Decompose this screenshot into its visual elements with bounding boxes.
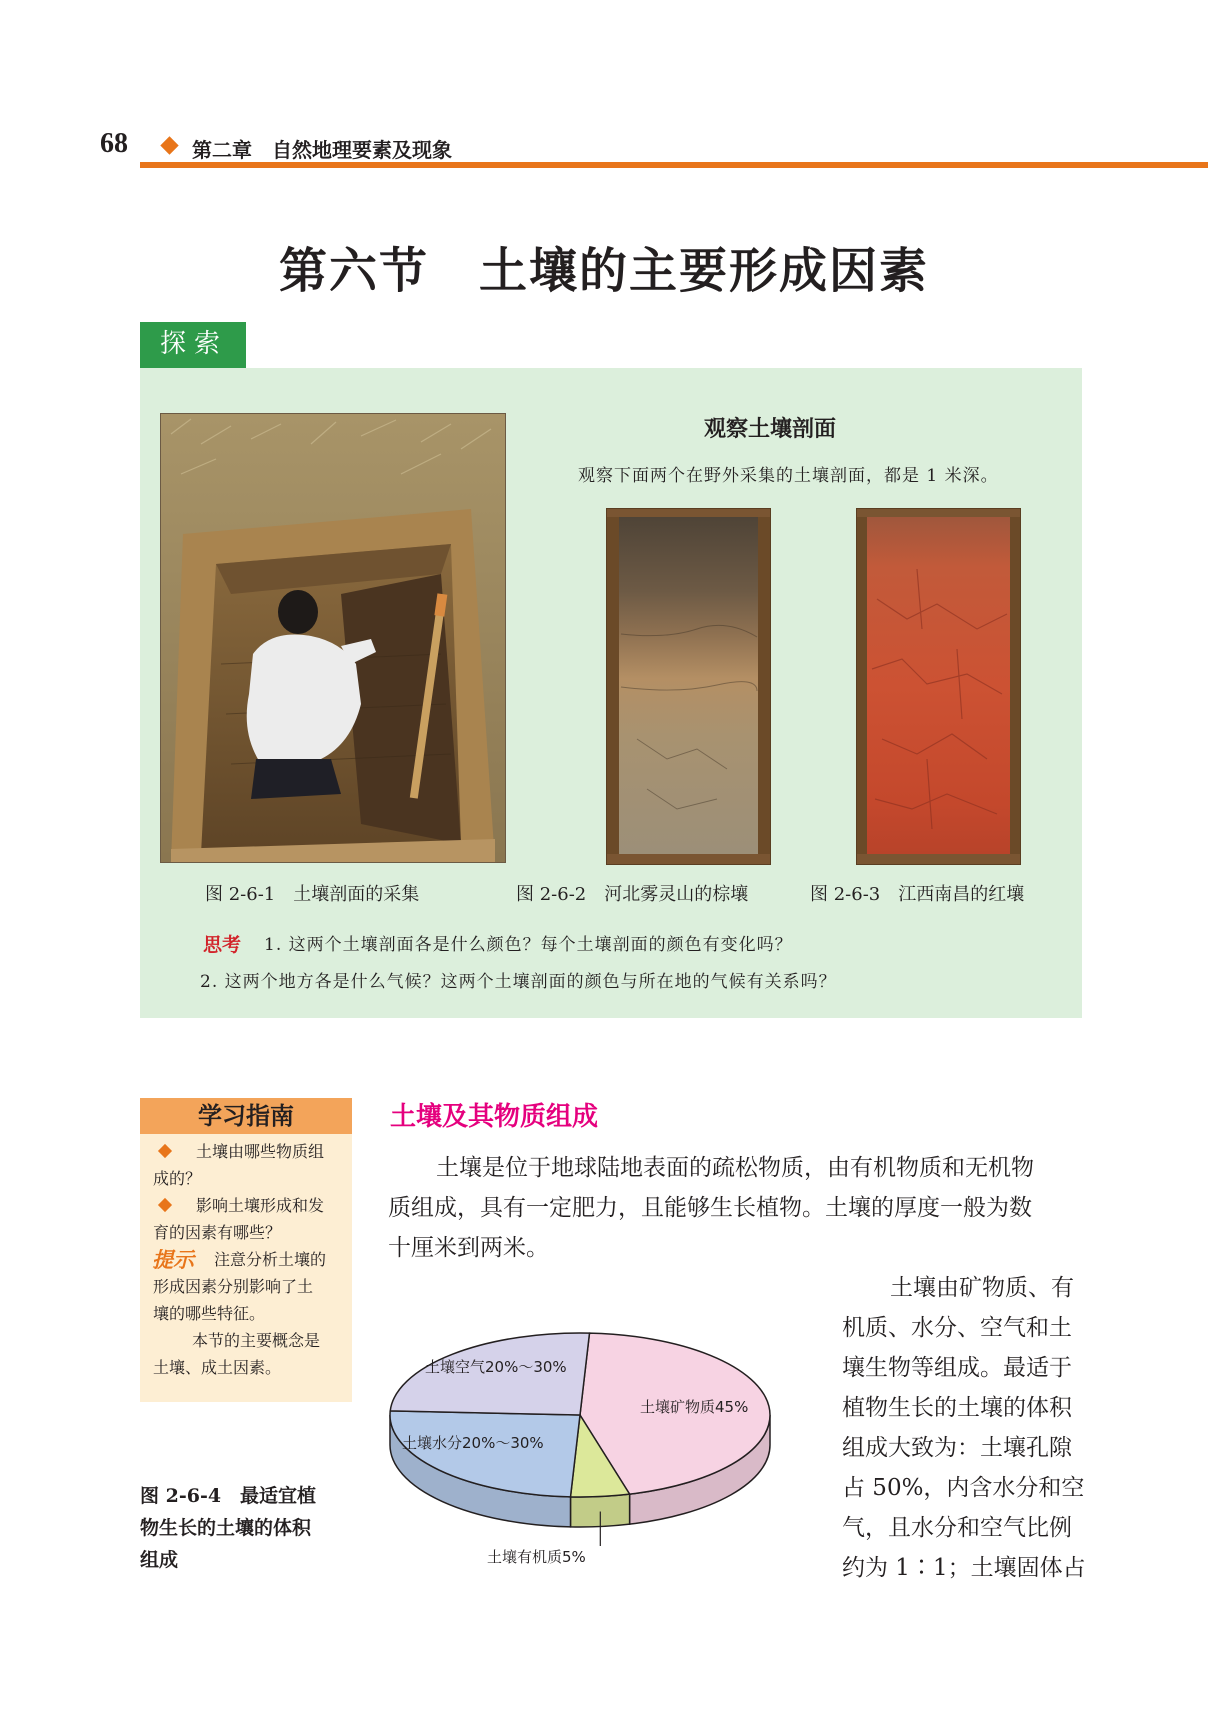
guide-item-1-line1: 土壤由哪些物质组 <box>196 1142 325 1161</box>
side-text-line: 植物生长的土壤的体积 <box>842 1395 1072 1421</box>
paragraph-line-2: 质组成，具有一定肥力，且能够生长植物。土壤的厚度一般为数 <box>388 1195 1032 1221</box>
pie-label-土壤矿物质: 土壤矿物质45% <box>640 1398 749 1416</box>
subsection-title: 土壤及其物质组成 <box>390 1102 599 1132</box>
figure-caption-text: 江西南昌的红壤 <box>898 884 1025 905</box>
header-rule <box>140 162 1208 168</box>
side-text-line: 占 50%，内含水分和空 <box>842 1475 1085 1501</box>
section-title: 第六节 土壤的主要形成因素 <box>278 243 929 299</box>
hint-line-2: 形成因素分别影响了土 <box>153 1277 314 1296</box>
figure-4-caption-line: 物生长的土壤的体积 <box>140 1517 312 1539</box>
observe-description: 观察下面两个在野外采集的土壤剖面，都是 1 米深。 <box>578 466 999 486</box>
think-question-1: 1. 这两个土壤剖面各是什么颜色？每个土壤剖面的颜色有变化吗？ <box>264 935 793 955</box>
side-text-line: 土壤由矿物质、有 <box>890 1275 1074 1301</box>
figure-4-caption <box>140 1480 360 1576</box>
concept-line-1: 本节的主要概念是 <box>192 1331 321 1350</box>
explore-tab: 探索 <box>140 322 246 368</box>
observe-title: 观察土壤剖面 <box>703 417 836 442</box>
figure-caption-2 <box>516 880 748 906</box>
paragraph-line-1: 土壤是位于地球陆地表面的疏松物质，由有机物质和无机物 <box>436 1155 1034 1181</box>
figure-caption-text: 河北雾灵山的棕壤 <box>604 884 749 905</box>
figure-4-caption-line: 组成 <box>140 1549 179 1571</box>
figure-4-caption-line: 图 2-6-4 最适宜植 <box>140 1485 317 1507</box>
figure-id: 图 2-6-2 <box>516 884 587 905</box>
side-text-line: 机质、水分、空气和土 <box>842 1315 1072 1341</box>
brown-soil-profile-photo <box>606 508 771 865</box>
figure-id: 图 2-6-3 <box>810 884 881 905</box>
page-number: 68 <box>100 128 128 159</box>
chapter-title: 第二章 自然地理要素及现象 <box>192 138 452 162</box>
think-question-2: 2. 这两个地方各是什么气候？这两个土壤剖面的颜色与所在地的气候有关系吗？ <box>200 972 837 992</box>
study-guide-title: 学习指南 <box>140 1098 352 1134</box>
paragraph-line-3: 十厘米到两米。 <box>388 1235 549 1261</box>
figure-caption-1 <box>205 880 419 906</box>
concept-line-2: 土壤、成土因素。 <box>153 1358 282 1377</box>
figure-caption-3 <box>810 880 1024 906</box>
hint-line-1: 注意分析土壤的 <box>214 1250 327 1269</box>
pie-label-土壤空气: 土壤空气20%～30% <box>425 1358 567 1376</box>
hint-label: 提示 <box>152 1247 194 1272</box>
soil-composition-pie-chart <box>370 1300 790 1600</box>
pie-label-土壤水分: 土壤水分20%～30% <box>402 1434 544 1452</box>
guide-item-2-line2: 育的因素有哪些？ <box>153 1223 282 1242</box>
side-text-line: 壤生物等组成。最适于 <box>842 1355 1072 1381</box>
diamond-bullet-icon <box>160 136 178 154</box>
guide-item-1-line2: 成的？ <box>153 1169 202 1188</box>
think-label: 思考 <box>203 934 242 956</box>
pie-label-土壤有机质: 土壤有机质5% <box>487 1548 586 1566</box>
soil-pit-photo <box>160 413 506 863</box>
guide-item-2-line1: 影响土壤形成和发 <box>196 1196 325 1215</box>
red-soil-profile-photo <box>856 508 1021 865</box>
side-text-line: 组成大致为：土壤孔隙 <box>842 1435 1072 1461</box>
hint-line-3: 壤的哪些特征。 <box>153 1304 266 1323</box>
figure-id: 图 2-6-1 <box>205 884 276 905</box>
figure-caption-text: 土壤剖面的采集 <box>293 884 420 905</box>
side-text-line: 约为 1∶1；土壤固体占 <box>842 1555 1086 1581</box>
side-text-line: 气，且水分和空气比例 <box>842 1515 1072 1541</box>
